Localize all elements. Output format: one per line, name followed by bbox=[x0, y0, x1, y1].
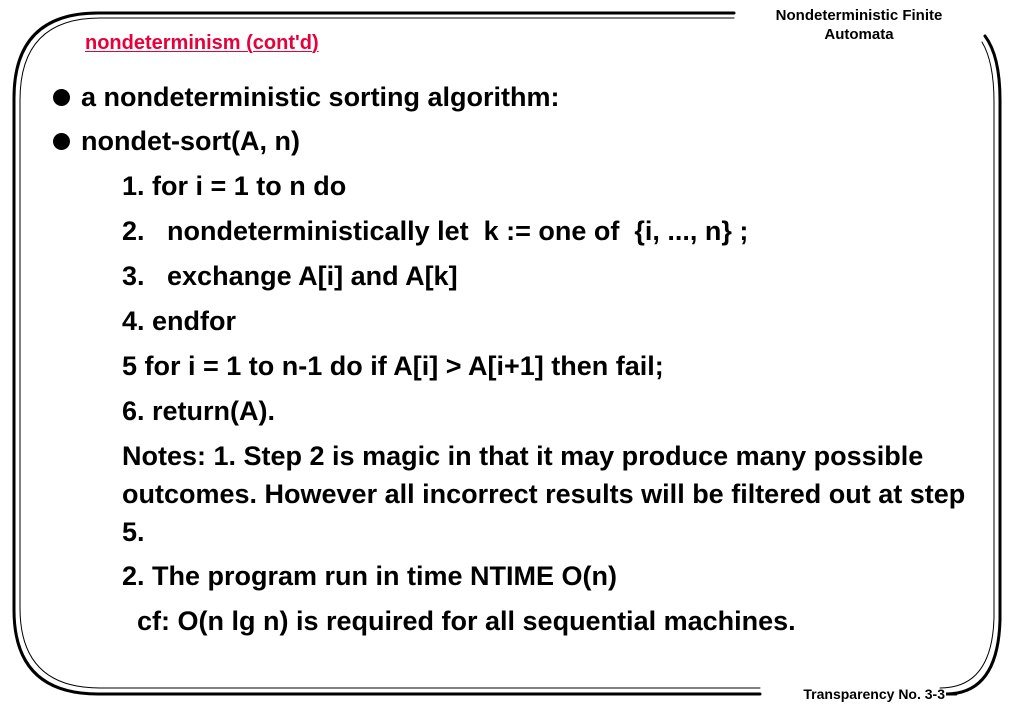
sub-bullet-item bbox=[50, 167, 980, 206]
missing-glyph-icon bbox=[95, 568, 110, 588]
missing-glyph-icon bbox=[95, 403, 110, 423]
slide-title: nondeterminism (cont'd) bbox=[85, 32, 319, 54]
header-line-2: Automata bbox=[824, 26, 894, 43]
bullet-dot-icon bbox=[53, 133, 70, 150]
sub-bullet-text: Notes: 1. Step 2 is magic in that it may produce many possible outcomes. However all incorrect results will be filtered out at step 5. bbox=[122, 441, 973, 547]
bullet-dot-icon bbox=[53, 89, 70, 106]
sub-bullet-text: 5 for i = 1 to n-1 do if A[i] > A[i+1] then fail; bbox=[122, 351, 664, 381]
header-course-title bbox=[735, 6, 983, 44]
sub-bullet-item bbox=[50, 437, 980, 551]
missing-glyph-icon bbox=[95, 223, 110, 243]
missing-glyph-icon bbox=[95, 448, 110, 468]
bullet-text: nondet-sort(A, n) bbox=[81, 126, 300, 156]
bullet-text: a nondeterministic sorting algorithm: bbox=[81, 82, 560, 112]
sub-bullet-item bbox=[50, 602, 980, 641]
header-line-1: Nondeterministic Finite bbox=[775, 7, 943, 24]
bullet-item bbox=[50, 79, 980, 119]
missing-glyph-icon bbox=[95, 358, 110, 378]
sub-bullet-text: 1. for i = 1 to n do bbox=[122, 171, 347, 201]
sub-bullet-item bbox=[50, 392, 980, 431]
sub-bullet-item bbox=[50, 557, 980, 596]
sub-bullet-item bbox=[50, 302, 980, 341]
sub-bullet-text: 3. exchange A[i] and A[k] bbox=[122, 261, 458, 291]
missing-glyph-icon bbox=[95, 613, 110, 633]
missing-glyph-icon bbox=[95, 178, 110, 198]
sub-bullet-text: cf: O(n lg n) is required for all sequential machines. bbox=[122, 606, 796, 636]
missing-glyph-icon bbox=[95, 268, 110, 288]
sub-bullet-item bbox=[50, 212, 980, 251]
bullet-item bbox=[50, 123, 980, 163]
sub-bullet-item bbox=[50, 257, 980, 296]
footer-transparency-number: Transparency No. 3-3 bbox=[803, 686, 945, 702]
sub-bullet-text: 6. return(A). bbox=[122, 396, 276, 426]
sub-bullet-item bbox=[50, 347, 980, 386]
missing-glyph-icon bbox=[95, 313, 110, 333]
sub-bullet-text: 2. The program run in time NTIME O(n) bbox=[122, 561, 618, 591]
sub-bullet-text: 2. nondeterministically let k := one of {i, ..., n} ; bbox=[122, 216, 749, 246]
bullet-list bbox=[50, 79, 980, 647]
sub-bullet-text: 4. endfor bbox=[122, 306, 237, 336]
